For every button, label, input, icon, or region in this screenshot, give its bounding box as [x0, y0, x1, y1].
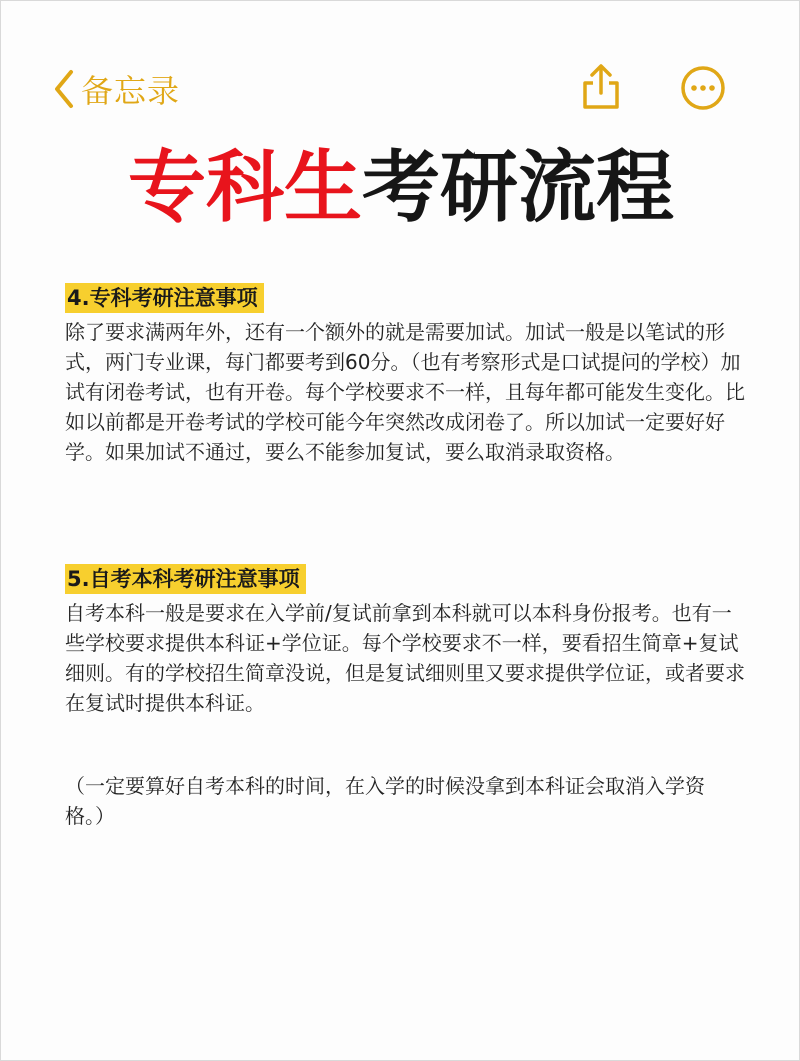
title-highlight: 专科生: [127, 143, 362, 233]
share-button[interactable]: [579, 63, 623, 111]
more-button[interactable]: [680, 65, 726, 111]
section-body: 自考本科一般是要求在入学前/复试前拿到本科就可以本科身份报考。也有一些学校要求提供本科证+学位证。每个学校要求不一样，要看招生简章+复试细则。有的学校招生简章没说，但是复试细则里又要求提供学位证，或者要求在复试时提供本科证。: [65, 601, 745, 715]
back-button[interactable]: [53, 65, 180, 113]
section-note: （一定要算好自考本科的时间，在入学的时候没拿到本科证会取消入学资格。）: [65, 774, 705, 828]
more-icon: [680, 65, 726, 111]
back-button-label: 备忘录: [81, 72, 181, 110]
section-body: 除了要求满两年外，还有一个额外的就是需要加试。加试一般是以笔试的形式，两门专业课，每门都要考到60分。（也有考察形式是口试提问的学校）加试有闭卷考试，也有开卷。每个学校要求不一样，且每年都可能发生变化。比如以前都是开卷考试的学校可能今年突然改成闭卷了。所以加试一定要好好学。如果加试不通过，要么不能参加复试，要么取消录取资格。: [65, 320, 745, 464]
section-self-study-notes: [65, 564, 745, 718]
chevron-left-icon: [53, 69, 75, 109]
section-heading: 5.自考本科考研注意事项: [65, 564, 306, 594]
section-specialist-notes: [65, 283, 745, 467]
section-heading: 4.专科考研注意事项: [65, 283, 264, 313]
page-title: [1, 133, 800, 243]
title-main: 考研流程: [362, 143, 675, 233]
share-icon: [579, 63, 623, 111]
